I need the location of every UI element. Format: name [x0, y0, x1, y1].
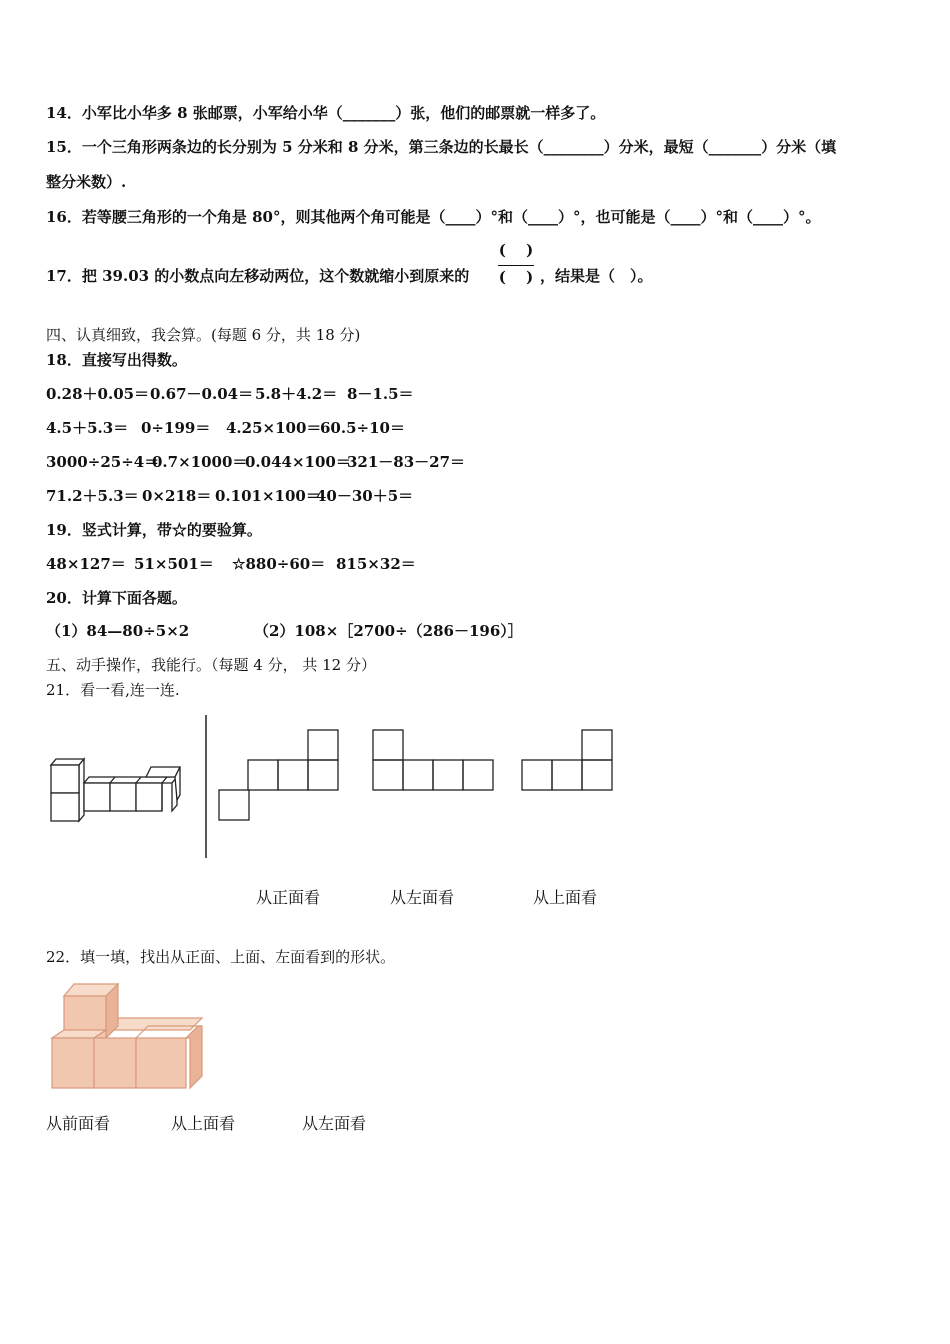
divider-line: [204, 715, 208, 860]
calc-item: 8－1.5＝: [347, 385, 414, 403]
calc-item: 60.5÷10＝: [320, 419, 405, 437]
section-5-heading: 五、动手操作，我能行。（每题 4 分， 共 12 分）: [46, 656, 376, 674]
calc-item: 5.8＋4.2＝: [255, 385, 338, 403]
question-17-text: 17．把 39.03 的小数点向左移动两位，这个数就缩小到原来的: [46, 267, 470, 285]
q22-label-top: 从上面看: [171, 1114, 236, 1133]
view-label-top: 从上面看: [533, 888, 598, 907]
view-shape-1: [218, 729, 340, 821]
question-15-line2: 整分米数）.: [46, 173, 127, 191]
calc-item: 0.67－0.04＝: [150, 385, 254, 403]
q22-label-left: 从左面看: [302, 1114, 367, 1133]
calc-row-2: [46, 418, 405, 438]
section-4-heading: 四、认真细致，我会算。(每题 6 分，共 18 分): [46, 326, 361, 344]
calc-item: 3000÷25÷4＝: [46, 453, 160, 471]
cube-stack-figure: [46, 755, 186, 825]
calc-item: 40－30＋5＝: [316, 487, 414, 505]
question-20-part-1: （1）84—80÷5×2: [46, 622, 190, 640]
question-16: 16．若等腰三角形的一个角是 80°，则其他两个角可能是（____）°和（____）°，也可能是（____）°和（____）°。: [46, 208, 821, 226]
question-21-title: 21．看一看,连一连.: [46, 681, 180, 699]
view-label-front: 从正面看: [256, 888, 321, 907]
calc-item: 4.25×100＝: [226, 419, 322, 437]
calc-item: 0÷199＝: [141, 419, 211, 437]
question-15-line1: 15．一个三角形两条边的长分别为 5 分米和 8 分米，第三条边的长最长（________）分米，最短（_______）分米（填: [46, 138, 837, 156]
fraction-bar: [498, 265, 534, 266]
calc-item: 321－83－27＝: [347, 453, 466, 471]
view-label-left: 从左面看: [390, 888, 455, 907]
question-19-title: 19．竖式计算，带☆的要验算。: [46, 521, 262, 539]
calc-item: 0×218＝: [142, 487, 212, 505]
calc-item: 4.5＋5.3＝: [46, 419, 129, 437]
calc-item: 0.7×1000＝: [152, 453, 248, 471]
calc-item: 0.101×100＝: [215, 487, 321, 505]
shaded-cube-model: [48, 982, 208, 1094]
fraction-numerator: ( ): [498, 241, 534, 259]
calc-row-4: [46, 486, 413, 506]
vertical-calc-row: [46, 554, 416, 574]
calc-item: 71.2＋5.3＝: [46, 487, 139, 505]
question-17-result: ，结果是（ ）。: [540, 267, 653, 285]
question-14: 14．小军比小华多 8 张邮票，小军给小华（_______）张，他们的邮票就一样多了。: [46, 104, 606, 122]
question-17-fraction: [494, 240, 538, 290]
vertical-calc-item: 815×32＝: [336, 555, 416, 573]
calc-row-3: [46, 452, 465, 472]
calc-item: 0.044×100＝: [245, 453, 351, 471]
calc-row-1: [46, 384, 414, 404]
fraction-denominator: ( ): [498, 268, 534, 286]
view-shape-3: [521, 729, 615, 791]
vertical-calc-item: 51×501＝: [134, 555, 214, 573]
question-20-part-2: （2）108×［2700÷（286－196）］: [254, 622, 523, 640]
question-20-title: 20．计算下面各题。: [46, 589, 187, 607]
question-18-title: 18．直接写出得数。: [46, 351, 187, 369]
question-22-title: 22．填一填，找出从正面、上面、左面看到的形状。: [46, 948, 396, 966]
q22-label-front: 从前面看: [46, 1114, 111, 1133]
view-shape-2: [372, 729, 496, 791]
vertical-calc-item: ☆880÷60＝: [232, 555, 326, 573]
calc-item: 0.28＋0.05＝: [46, 385, 150, 403]
vertical-calc-item: 48×127＝: [46, 555, 126, 573]
